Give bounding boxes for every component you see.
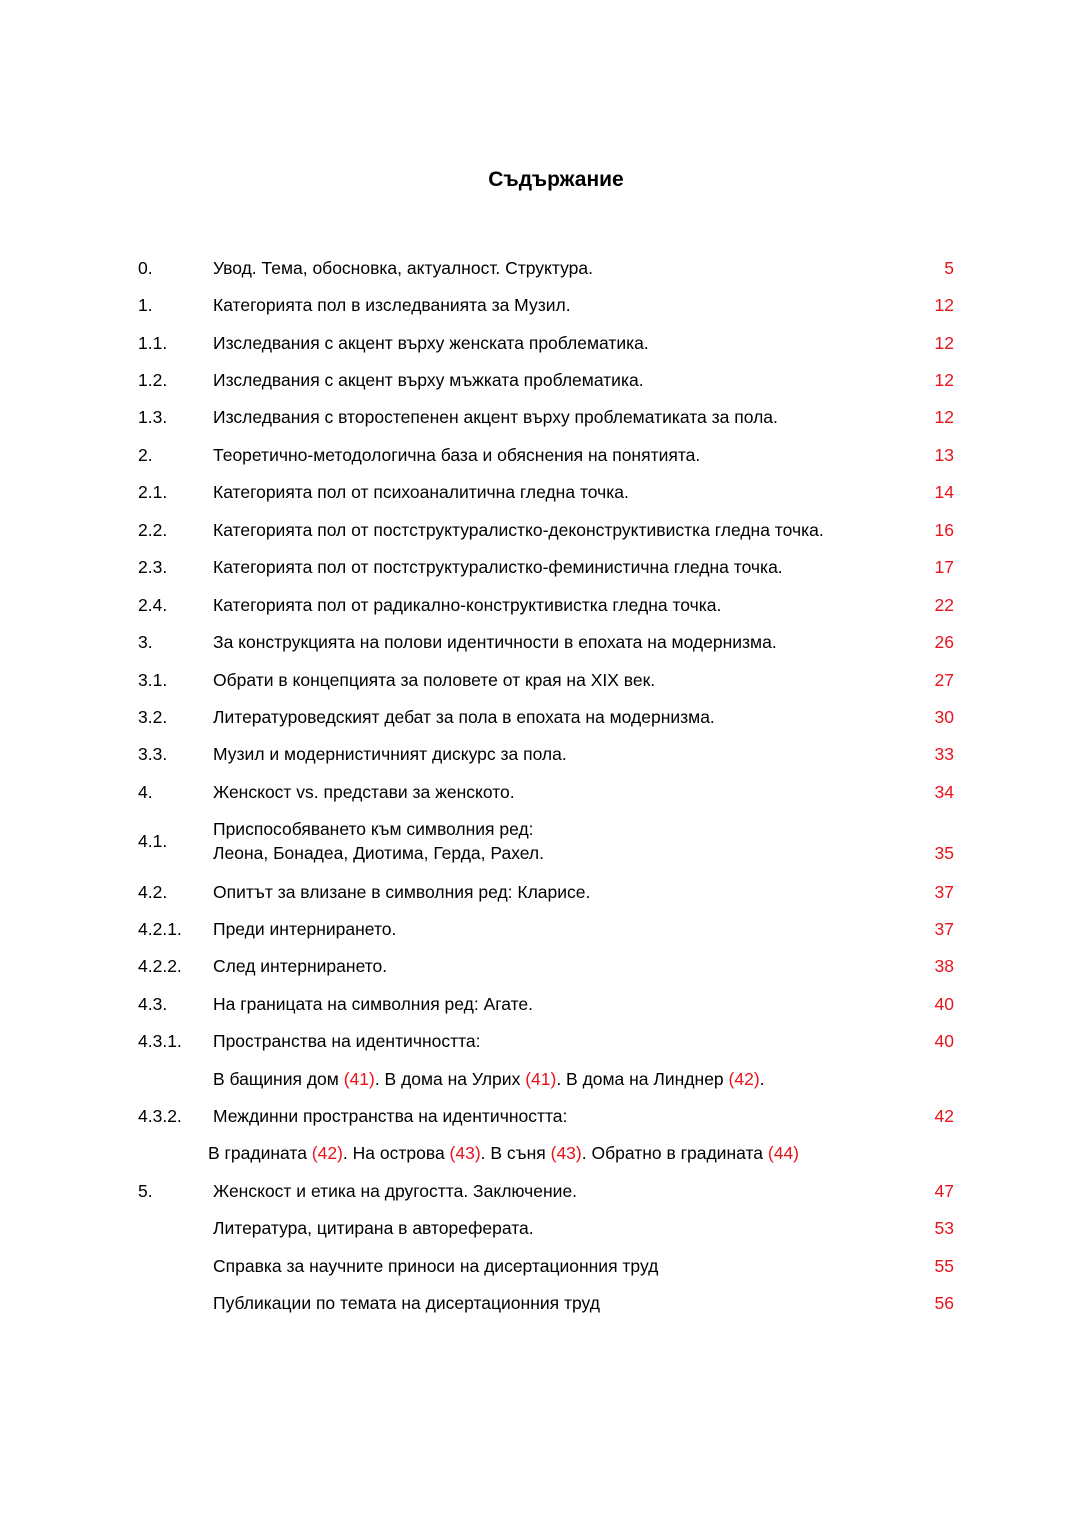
toc-title: Преди интернирането. — [213, 919, 397, 939]
toc-row[interactable] — [0, 1254, 1080, 1284]
toc-number: 2. — [138, 445, 153, 465]
toc-number: 1.3. — [138, 407, 168, 427]
toc-title: Категорията пол от постструктуралистко-феминистична гледна точка. — [213, 557, 783, 577]
toc-row[interactable] — [0, 331, 1080, 361]
page-reference[interactable]: (41) — [525, 1069, 557, 1089]
toc-number: 5. — [138, 1181, 153, 1201]
toc-row[interactable] — [0, 368, 1080, 398]
toc-row[interactable] — [0, 1216, 1080, 1246]
toc-title: Категорията пол от радикално-конструктивистка гледна точка. — [213, 595, 722, 615]
toc-row[interactable] — [0, 518, 1080, 548]
toc-number: 2.4. — [138, 595, 168, 615]
toc-page-number[interactable]: 53 — [934, 1218, 954, 1238]
toc-title: Литературоведският дебат за пола в епохата на модернизма. — [213, 707, 715, 727]
toc-page-number[interactable]: 12 — [934, 295, 954, 315]
toc-title: Пространства на идентичността: — [213, 1031, 481, 1051]
page-reference[interactable]: (43) — [550, 1143, 582, 1163]
toc-subline — [0, 1141, 1080, 1171]
toc-page-number[interactable]: 37 — [934, 882, 954, 902]
toc-page-number[interactable]: 5 — [944, 258, 954, 278]
toc-number: 2.1. — [138, 482, 168, 502]
toc-page-number[interactable]: 12 — [934, 407, 954, 427]
toc-row[interactable] — [0, 817, 1080, 873]
toc-title: Изследвания с второстепенен акцент върху проблематиката за пола. — [213, 407, 778, 427]
toc-page-number[interactable]: 35 — [934, 843, 954, 863]
toc-number: 4.2.2. — [138, 956, 182, 976]
page-title: Съдържание — [488, 168, 624, 191]
toc-page-number[interactable]: 27 — [934, 670, 954, 690]
toc-row[interactable] — [0, 555, 1080, 585]
toc-page-number[interactable]: 37 — [934, 919, 954, 939]
toc-page-number[interactable]: 33 — [934, 744, 954, 764]
toc-number: 3.2. — [138, 707, 168, 727]
toc-row[interactable] — [0, 954, 1080, 984]
toc-number: 2.2. — [138, 520, 168, 540]
toc-number: 3.3. — [138, 744, 168, 764]
toc-page-number[interactable]: 40 — [934, 1031, 954, 1051]
toc-page-number[interactable]: 22 — [934, 595, 954, 615]
toc-title: Публикации по темата на дисертационния труд — [213, 1293, 600, 1313]
toc-number: 4.2.1. — [138, 919, 182, 939]
toc-row[interactable] — [0, 668, 1080, 698]
toc-title: На границата на символния ред: Агате. — [213, 994, 534, 1014]
toc-title-line: Леона, Бонадеа, Диотима, Герда, Рахел. — [213, 843, 544, 863]
toc-row[interactable] — [0, 1179, 1080, 1209]
toc-number: 3. — [138, 632, 153, 652]
page-reference[interactable]: (43) — [449, 1143, 481, 1163]
toc-row[interactable] — [0, 917, 1080, 947]
toc-row[interactable] — [0, 742, 1080, 772]
toc-row[interactable] — [0, 293, 1080, 323]
toc-title: Музил и модернистичният дискурс за пола. — [213, 744, 567, 764]
toc-subline — [0, 1067, 1080, 1097]
toc-title: Теоретично-методологична база и обяснения на понятията. — [213, 445, 701, 465]
toc-page-number[interactable]: 34 — [934, 782, 954, 802]
toc-row[interactable] — [0, 405, 1080, 435]
toc-page-number[interactable]: 14 — [934, 482, 954, 502]
page-reference[interactable]: (42) — [728, 1069, 760, 1089]
toc-row[interactable] — [0, 1104, 1080, 1134]
toc-title-line: Приспособяването към символния ред: — [213, 819, 534, 839]
toc-page-number[interactable]: 16 — [934, 520, 954, 540]
toc-page-number[interactable]: 26 — [934, 632, 954, 652]
toc-number: 4.3.2. — [138, 1106, 182, 1126]
toc-number: 4.3.1. — [138, 1031, 182, 1051]
toc-number: 2.3. — [138, 557, 168, 577]
toc-row[interactable] — [0, 992, 1080, 1022]
page-reference[interactable]: (44) — [767, 1143, 800, 1163]
toc-title: След интернирането. — [213, 956, 388, 976]
toc-number: 4. — [138, 782, 153, 802]
toc-title: Справка за научните приноси на дисертационния труд — [213, 1256, 659, 1276]
toc-page-number[interactable]: 12 — [934, 370, 954, 390]
toc-title — [213, 817, 544, 865]
toc-row[interactable] — [0, 780, 1080, 810]
toc-row[interactable] — [0, 880, 1080, 910]
toc-page-number[interactable]: 17 — [934, 557, 954, 577]
toc-page-number[interactable]: 13 — [934, 445, 954, 465]
toc-row[interactable] — [0, 480, 1080, 510]
toc-title: Категорията пол в изследванията за Музил. — [213, 295, 571, 315]
toc-title: Изследвания с акцент върху мъжката проблематика. — [213, 370, 644, 390]
toc-title: За конструкцията на полови идентичности в епохата на модернизма. — [213, 632, 777, 652]
toc-title: Категорията пол от постструктуралистко-деконструктивистка гледна точка. — [213, 520, 824, 540]
toc-title: Изследвания с акцент върху женската проблематика. — [213, 333, 649, 353]
toc-title: Женскост vs. представи за женското. — [213, 782, 515, 802]
toc-title: Междинни пространства на идентичността: — [213, 1106, 568, 1126]
toc-page-number[interactable]: 42 — [934, 1106, 954, 1126]
toc-title: Увод. Тема, обосновка, актуалност. Структура. — [213, 258, 594, 278]
toc-title: Женскост и етика на другостта. Заключение. — [213, 1181, 578, 1201]
toc-page-number[interactable]: 55 — [934, 1256, 954, 1276]
toc-page-number[interactable]: 56 — [934, 1293, 954, 1313]
toc-number: 1.2. — [138, 370, 168, 390]
toc-number: 1.1. — [138, 333, 168, 353]
toc-row[interactable] — [0, 593, 1080, 623]
toc-subline-text: В градината (42). На острова (43). В съня (43). Обратно в градината (44) — [208, 1143, 800, 1163]
toc-page-number[interactable]: 47 — [934, 1181, 954, 1201]
toc-number: 1. — [138, 295, 153, 315]
toc-page-number[interactable]: 38 — [934, 956, 954, 976]
page-reference[interactable]: (41) — [343, 1069, 375, 1089]
toc-number: 4.3. — [138, 994, 168, 1014]
toc-number: 4.2. — [138, 882, 168, 902]
toc-number: 0. — [138, 258, 153, 278]
toc-title: Опитът за влизане в символния ред: Кларисе. — [213, 882, 591, 902]
toc-row[interactable] — [0, 1291, 1080, 1321]
toc-row[interactable] — [0, 705, 1080, 735]
toc-row[interactable] — [0, 443, 1080, 473]
toc-title: Литература, цитирана в автореферата. — [213, 1218, 534, 1238]
toc-page-number[interactable]: 30 — [934, 707, 954, 727]
toc-page-number[interactable]: 40 — [934, 994, 954, 1014]
toc-title: Категорията пол от психоаналитична гледна точка. — [213, 482, 629, 502]
toc-page-number[interactable]: 12 — [934, 333, 954, 353]
toc-subline-text: В бащиния дом (41). В дома на Улрих (41). В дома на Линднер (42). — [213, 1069, 765, 1089]
toc-row[interactable] — [0, 256, 1080, 286]
toc-number: 3.1. — [138, 670, 168, 690]
page-reference[interactable]: (42) — [311, 1143, 343, 1163]
toc-row[interactable] — [0, 630, 1080, 660]
toc-title: Обрати в концепцията за половете от края на XIX век. — [213, 670, 656, 690]
toc-row[interactable] — [0, 1029, 1080, 1059]
toc-number: 4.1. — [138, 831, 168, 851]
